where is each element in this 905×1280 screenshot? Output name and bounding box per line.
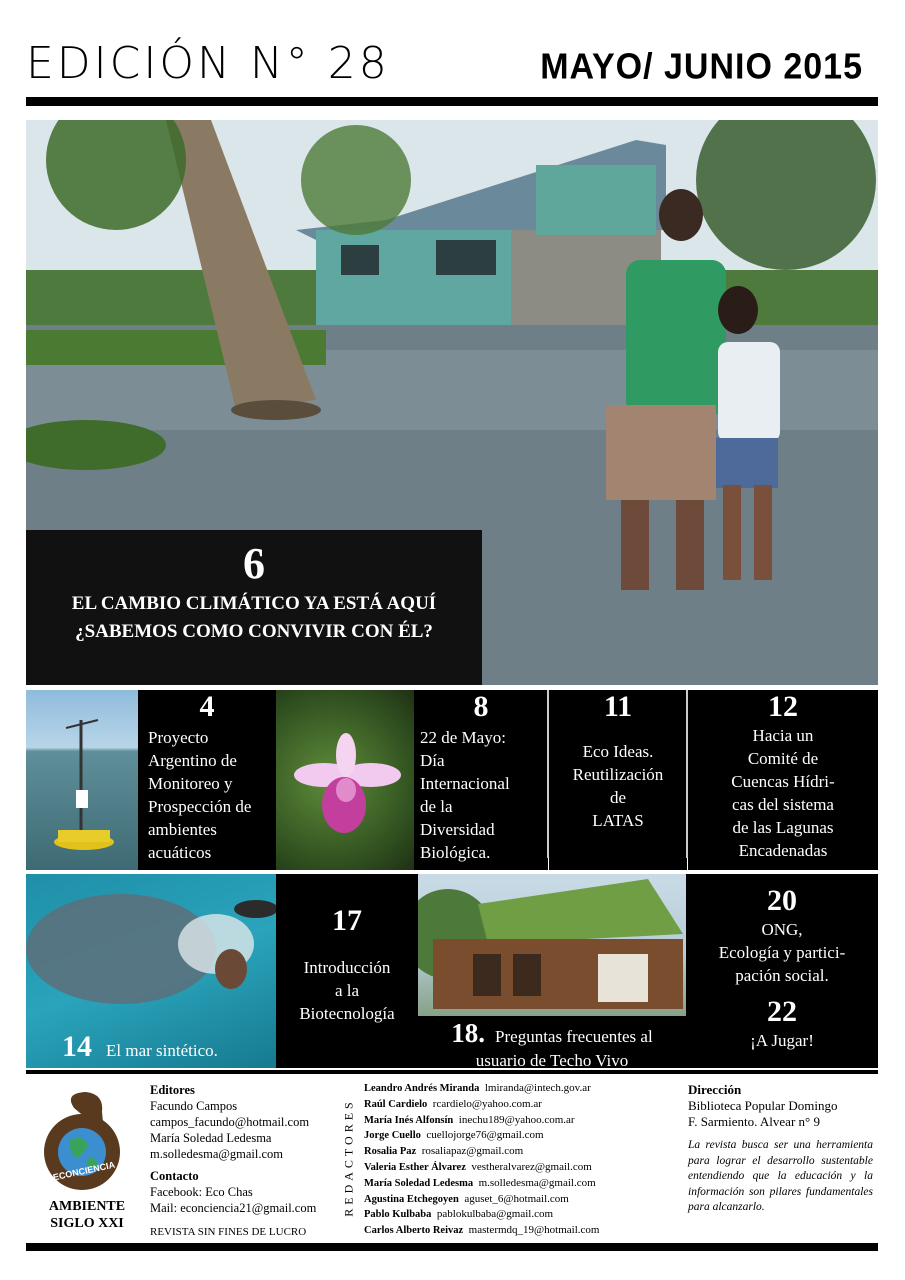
- list-item: Raúl Cardielo rcardielo@yahoo.com.ar: [364, 1097, 542, 1110]
- list-item: Rosalia Paz rosaliapaz@gmail.com: [364, 1145, 524, 1158]
- article-4[interactable]: [138, 690, 276, 870]
- article-12-line-1: Hacia un: [752, 726, 814, 745]
- logo-text: ECONCIENCIA: [52, 1159, 116, 1183]
- contact-facebook[interactable]: Facebook: Eco Chas: [150, 1185, 253, 1199]
- list-item: Carlos Alberto Reivaz mastermdq_19@hotmail.com: [364, 1224, 600, 1237]
- editor-line-1: Facundo Campos: [150, 1099, 238, 1113]
- article-8-line-5: Diversidad: [420, 820, 495, 839]
- redactor-email[interactable]: rcardielo@yahoo.com.ar: [432, 1097, 542, 1110]
- article-18-line-2: usuario de Techo Vivo: [475, 1051, 629, 1068]
- redactor-email[interactable]: m.solledesma@gmail.com: [478, 1176, 596, 1189]
- redactor-email[interactable]: aguset_6@hotmail.com: [464, 1192, 569, 1205]
- orchid-photo: [276, 690, 414, 870]
- redactores-label: REDACTORES: [341, 1098, 356, 1217]
- article-11-line-2: Reutilización: [572, 765, 664, 784]
- article-4-line-3: Monitoreo y: [148, 774, 233, 793]
- orchid-flower-illustration: [276, 690, 414, 870]
- article-18-line-1: Preguntas frecuentes al: [495, 1027, 653, 1046]
- redactor-email[interactable]: vestheralvarez@gmail.com: [471, 1160, 592, 1173]
- editors-heading: Editores: [150, 1083, 195, 1097]
- article-11-line-3: de: [609, 788, 627, 807]
- article-11-line-4: LATAS: [592, 811, 644, 830]
- editor-email-2[interactable]: m.solledesma@gmail.com: [150, 1147, 284, 1161]
- footer-top-rule: [26, 1070, 878, 1074]
- redactor-email[interactable]: rosaliapaz@gmail.com: [421, 1145, 524, 1158]
- article-8-line-2: Día: [420, 751, 445, 770]
- plastic-sea-photo[interactable]: [26, 874, 276, 1068]
- article-12-page: 12: [768, 690, 798, 723]
- cover-story-tag[interactable]: [26, 530, 482, 685]
- redactor-email[interactable]: inechu189@yahoo.com.ar: [458, 1113, 575, 1126]
- article-4-line-6: acuáticos: [148, 843, 212, 862]
- article-17-page: 17: [332, 904, 362, 937]
- article-8-page: 8: [473, 690, 489, 723]
- article-20-line-3: pación social.: [735, 966, 829, 985]
- article-8-line-4: de la: [420, 797, 453, 816]
- nonprofit-note: REVISTA SIN FINES DE LUCRO: [150, 1226, 307, 1238]
- article-11-page: 11: [603, 690, 633, 723]
- editor-email-1[interactable]: campos_facundo@hotmail.com: [150, 1115, 310, 1129]
- logo: [34, 1088, 134, 1198]
- edition-number: EDICIÓN N° 28: [26, 38, 390, 89]
- list-item: Leandro Andrés Miranda lmiranda@intech.gov.ar: [364, 1082, 591, 1094]
- editor-line-2: María Soledad Ledesma: [150, 1131, 272, 1145]
- article-12-line-2: Comité de: [747, 749, 819, 768]
- list-item: Agustina Etchegoyen aguset_6@hotmail.com: [364, 1192, 569, 1205]
- article-22-title: ¡A Jugar!: [750, 1031, 814, 1050]
- article-12-line-6: Encadenadas: [738, 841, 828, 860]
- article-12-line-3: Cuencas Hídri-: [731, 772, 835, 791]
- buoy-photo: [26, 690, 138, 870]
- redactor-email[interactable]: pablokulbaba@gmail.com: [436, 1208, 554, 1221]
- contact-heading: Contacto: [150, 1169, 199, 1183]
- article-11[interactable]: [549, 690, 687, 870]
- redactores-list: [364, 1081, 664, 1239]
- cover-story-page: 6: [243, 539, 265, 588]
- article-12-line-4: cas del sistema: [732, 795, 834, 814]
- redactor-email[interactable]: lmiranda@intech.gov.ar: [484, 1082, 591, 1094]
- article-12-line-5: de las Lagunas: [732, 818, 834, 837]
- article-11-line-1: Eco Ideas.: [582, 742, 654, 761]
- article-4-page: 4: [199, 690, 215, 723]
- editors-block: [150, 1082, 340, 1240]
- brand-line-2: SIGLO XXI: [50, 1216, 124, 1231]
- article-4-line-1: Proyecto: [148, 728, 209, 747]
- address-heading: Dirección: [688, 1082, 742, 1097]
- monitoring-buoy-illustration: [26, 690, 138, 870]
- list-item: Valeria Esther Álvarez vestheralvarez@gmail.com: [364, 1160, 592, 1173]
- article-8-line-6: Biológica.: [420, 843, 491, 862]
- brand-line-1: AMBIENTE: [48, 1199, 126, 1214]
- article-4-line-5: ambientes: [148, 820, 217, 839]
- article-22-page: 22: [767, 995, 797, 1028]
- address-line-1: Biblioteca Popular Domingo: [688, 1098, 838, 1113]
- redactor-email[interactable]: cuellojorge76@gmail.com: [426, 1129, 544, 1142]
- address-block: [688, 1082, 873, 1216]
- address-line-2: F. Sarmiento. Alvear n° 9: [688, 1114, 820, 1129]
- article-8-line-3: Internacional: [420, 774, 510, 793]
- article-17-line-3: Biotecnología: [299, 1004, 395, 1023]
- issue-date: MAYO/ JUNIO 2015: [540, 47, 863, 87]
- article-8[interactable]: [414, 690, 548, 870]
- article-17-line-2: a la: [334, 981, 360, 1000]
- article-20-line-2: Ecología y partici-: [718, 943, 846, 962]
- cover-story-title-1: EL CAMBIO CLIMÁTICO YA ESTÁ AQUÍ: [71, 593, 437, 614]
- list-item: María Soledad Ledesma m.solledesma@gmail.com: [364, 1176, 596, 1189]
- header-rule: [26, 97, 878, 106]
- list-item: María Inés Alfonsín inechu189@yahoo.com.ar: [364, 1113, 575, 1126]
- article-4-line-2: Argentino de: [148, 751, 237, 770]
- article-12[interactable]: [688, 690, 878, 870]
- article-14-title: El mar sintético.: [106, 1041, 218, 1060]
- contact-mail[interactable]: Mail: econciencia21@gmail.com: [150, 1201, 317, 1215]
- article-20-22[interactable]: [686, 874, 878, 1068]
- article-8-line-1: 22 de Mayo:: [420, 728, 506, 747]
- list-item: Jorge Cuello cuellojorge76@gmail.com: [364, 1129, 544, 1142]
- article-18-page: 18.: [451, 1018, 486, 1048]
- green-roof-photo[interactable]: [418, 874, 686, 1068]
- redactor-email[interactable]: mastermdq_19@hotmail.com: [468, 1224, 600, 1237]
- article-14-page: 14: [62, 1030, 92, 1063]
- article-17[interactable]: [276, 874, 418, 1068]
- mission-statement: La revista busca ser una herramienta para lograr el desarrollo sustentable entendiendo que la educación y la información son pilares fundamentales para alcanzarlo.: [688, 1139, 873, 1213]
- list-item: Pablo Kulbaba pablokulbaba@gmail.com: [364, 1208, 554, 1221]
- article-17-line-1: Introducción: [303, 958, 391, 977]
- article-4-line-4: Prospección de: [148, 797, 252, 816]
- article-20-line-1: ONG,: [761, 920, 803, 939]
- footer-bottom-rule: [26, 1243, 878, 1251]
- article-20-page: 20: [767, 884, 797, 917]
- cover-story-title-2: ¿SABEMOS COMO CONVIVIR CON ÉL?: [75, 621, 433, 642]
